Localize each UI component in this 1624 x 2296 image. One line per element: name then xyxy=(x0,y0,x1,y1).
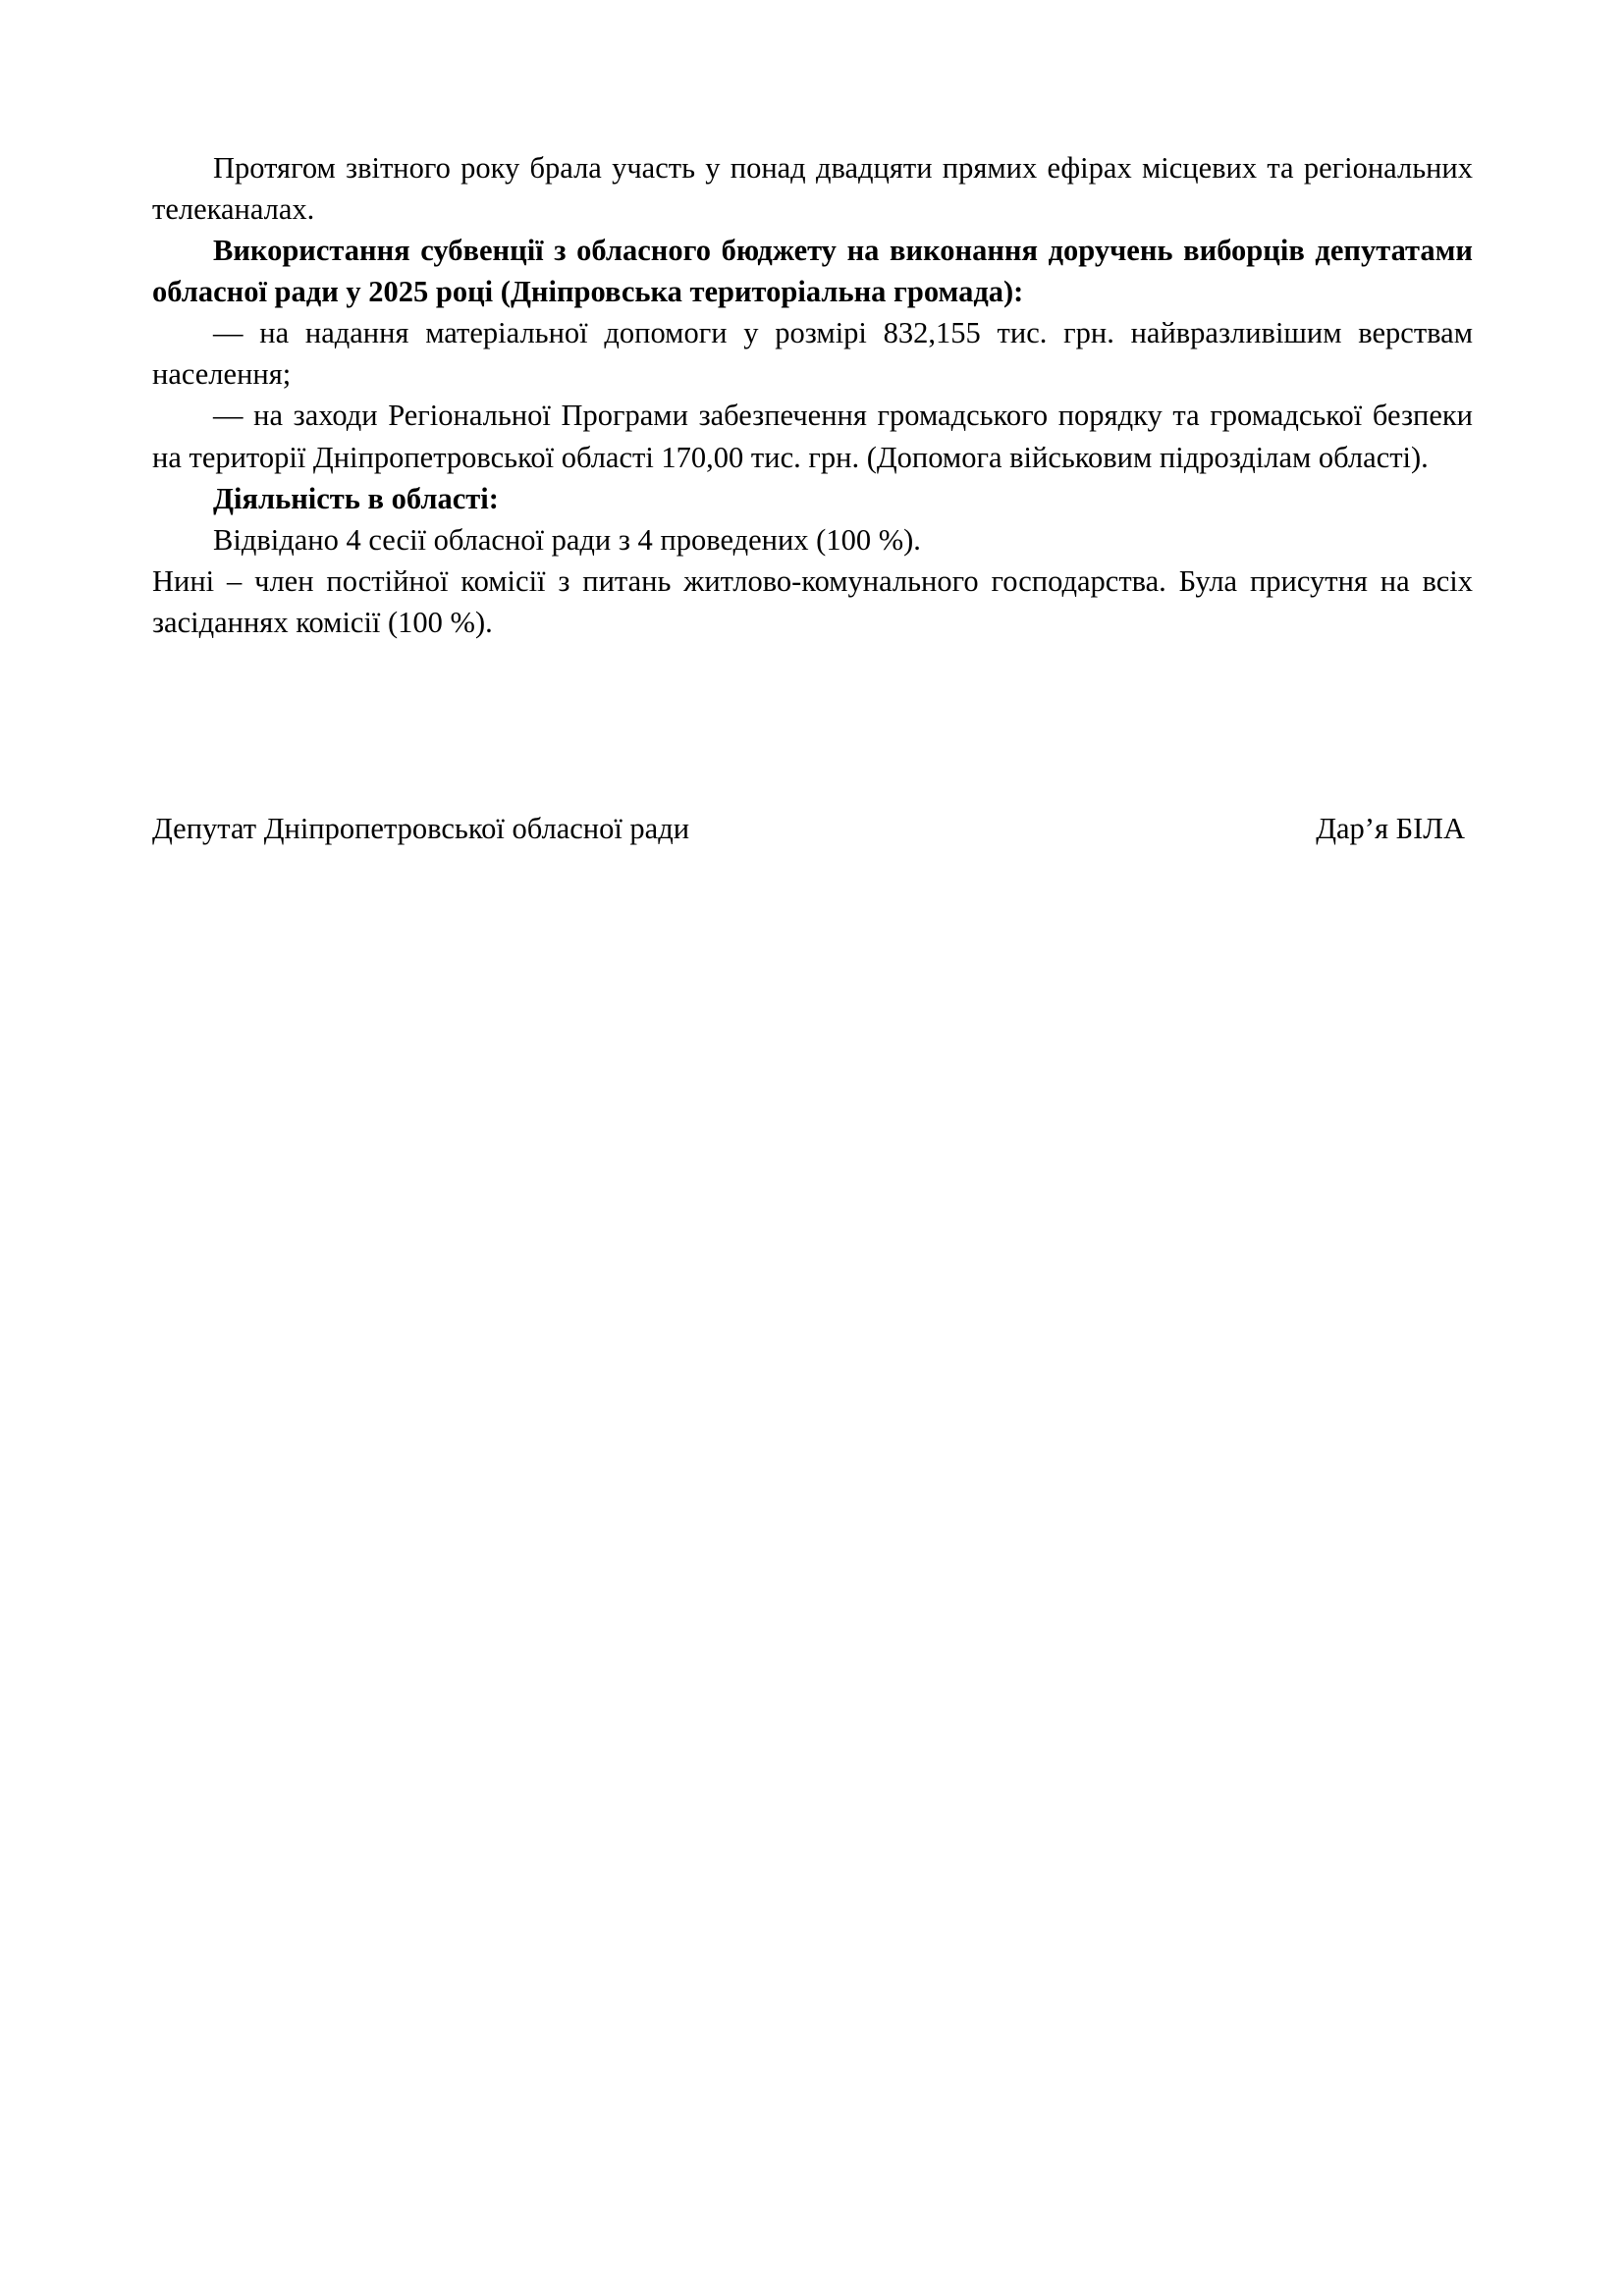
document-body xyxy=(152,147,1473,849)
paragraph-material-aid: — на надання матеріальної допомоги у розмірі 832,155 тис. грн. найвразливішим верствам населення; xyxy=(152,316,1473,392)
paragraph-live-broadcasts: Протягом звітного року брала участь у понад двадцяти прямих ефірах місцевих та регіональних телеканалах. xyxy=(152,151,1473,227)
paragraph-subvention-heading: Використання субвенції з обласного бюджету на виконання доручень виборців депутатами обласної ради у 2025 році (Дніпровська територіальна громада): xyxy=(152,234,1473,309)
paragraph-public-order-program: — на заходи Регіональної Програми забезпечення громадського порядку та громадської безпеки на території Дніпропетровської області 170,00 тис. грн. (Допомога військовим підрозділам області). xyxy=(152,399,1473,474)
signature-name: Дар’я БІЛА xyxy=(1316,811,1465,845)
paragraph-activity-heading: Діяльність в області: xyxy=(213,481,499,515)
paragraph-sessions-attended: Відвідано 4 сесії обласної ради з 4 проведених (100 %). xyxy=(213,522,921,557)
signature-role: Депутат Дніпропетровської обласної ради xyxy=(152,811,690,845)
signature-block xyxy=(152,808,1473,849)
paragraph-commission-membership: Нині – член постійної комісії з питань житлово-комунального господарства. Була присутня на всіх засіданнях комісії (100 %). xyxy=(152,563,1473,639)
